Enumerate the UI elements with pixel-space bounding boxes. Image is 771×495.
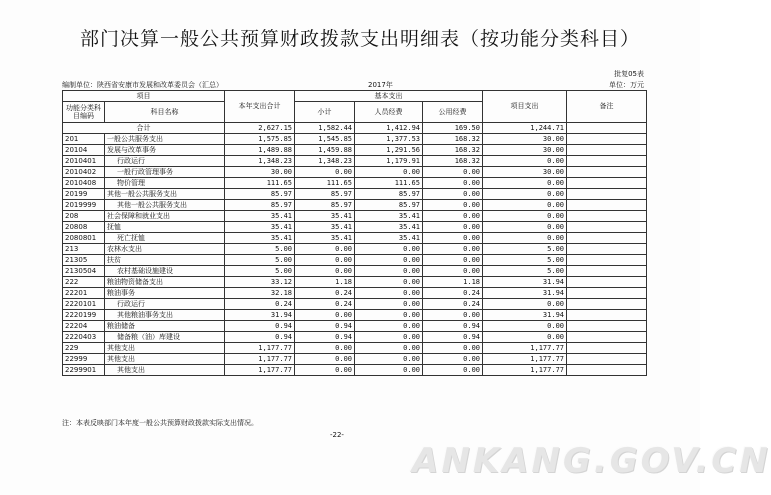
cell-subtotal: 0.94 — [295, 321, 355, 332]
table-row — [63, 332, 647, 343]
cell-public: 168.32 — [423, 156, 483, 167]
cell-subtotal: 1.18 — [295, 277, 355, 288]
cell-project: 0.00 — [483, 156, 567, 167]
cell-project: 0.00 — [483, 233, 567, 244]
cell-code: 2220199 — [63, 310, 105, 321]
cell-personnel: 0.00 — [355, 365, 423, 376]
cell-total: 0.24 — [225, 299, 295, 310]
cell-subtotal: 0.24 — [295, 299, 355, 310]
report-year: 2017年 — [368, 81, 393, 89]
table-row — [63, 211, 647, 222]
cell-personnel: 0.00 — [355, 167, 423, 178]
cell-code: 208 — [63, 211, 105, 222]
cell-subtotal: 35.41 — [295, 222, 355, 233]
cell-remark — [567, 277, 647, 288]
cell-project: 1,177.77 — [483, 343, 567, 354]
table-row — [63, 354, 647, 365]
cell-remark — [567, 156, 647, 167]
cell-remark — [567, 200, 647, 211]
total-project: 1,244.71 — [483, 123, 567, 134]
cell-name: 粮油事务 — [105, 288, 225, 299]
cell-project: 30.00 — [483, 145, 567, 156]
cell-total: 1,177.77 — [225, 343, 295, 354]
header-project: 项目 — [63, 91, 225, 102]
table-note: 注：本表反映部门本年度一般公共预算财政拨款实际支出情况。 — [62, 419, 258, 427]
cell-public: 0.00 — [423, 244, 483, 255]
cell-personnel: 0.00 — [355, 266, 423, 277]
cell-personnel: 35.41 — [355, 233, 423, 244]
cell-public: 0.00 — [423, 178, 483, 189]
cell-subtotal: 0.00 — [295, 255, 355, 266]
cell-name: 其他粮油事务支出 — [105, 310, 225, 321]
header-project-exp: 项目支出 — [483, 91, 567, 123]
cell-remark — [567, 178, 647, 189]
total-subtotal: 1,582.44 — [295, 123, 355, 134]
cell-total: 35.41 — [225, 222, 295, 233]
table-row — [63, 233, 647, 244]
table-row — [63, 288, 647, 299]
cell-code: 222 — [63, 277, 105, 288]
cell-total: 35.41 — [225, 233, 295, 244]
cell-subtotal: 0.00 — [295, 354, 355, 365]
cell-code: 22201 — [63, 288, 105, 299]
cell-personnel: 1,377.53 — [355, 134, 423, 145]
cell-personnel: 1,179.91 — [355, 156, 423, 167]
cell-code: 2010401 — [63, 156, 105, 167]
cell-project: 0.00 — [483, 189, 567, 200]
cell-name: 粮油储备 — [105, 321, 225, 332]
cell-remark — [567, 145, 647, 156]
cell-remark — [567, 288, 647, 299]
table-row — [63, 277, 647, 288]
cell-personnel: 1,291.56 — [355, 145, 423, 156]
cell-project: 31.94 — [483, 277, 567, 288]
cell-personnel: 0.00 — [355, 299, 423, 310]
page-number: -22- — [330, 431, 344, 439]
cell-total: 33.12 — [225, 277, 295, 288]
cell-public: 0.00 — [423, 211, 483, 222]
table-row — [63, 244, 647, 255]
cell-total: 111.65 — [225, 178, 295, 189]
cell-personnel: 0.00 — [355, 255, 423, 266]
cell-name: 粮油物资储备支出 — [105, 277, 225, 288]
table-row — [63, 167, 647, 178]
cell-personnel: 35.41 — [355, 222, 423, 233]
cell-project: 1,177.77 — [483, 365, 567, 376]
cell-code: 2220403 — [63, 332, 105, 343]
table-row — [63, 299, 647, 310]
cell-name: 其他一般公共服务支出 — [105, 200, 225, 211]
header-public: 公用经费 — [423, 102, 483, 123]
site-watermark: ANKANG.GOV.CN — [412, 441, 771, 481]
cell-total: 0.94 — [225, 321, 295, 332]
cell-name: 物价管理 — [105, 178, 225, 189]
cell-code: 20104 — [63, 145, 105, 156]
cell-total: 1,575.85 — [225, 134, 295, 145]
cell-total: 5.00 — [225, 255, 295, 266]
cell-public: 0.00 — [423, 343, 483, 354]
cell-public: 0.00 — [423, 167, 483, 178]
cell-subtotal: 35.41 — [295, 233, 355, 244]
cell-remark — [567, 211, 647, 222]
cell-public: 168.32 — [423, 145, 483, 156]
money-unit: 单位：万元 — [609, 81, 644, 89]
cell-project: 0.00 — [483, 211, 567, 222]
header-remark: 备注 — [567, 91, 647, 123]
table-row — [63, 365, 647, 376]
cell-public: 168.32 — [423, 134, 483, 145]
cell-public: 0.00 — [423, 233, 483, 244]
cell-project: 30.00 — [483, 134, 567, 145]
cell-subtotal: 1,459.88 — [295, 145, 355, 156]
cell-project: 0.00 — [483, 299, 567, 310]
table-row — [63, 134, 647, 145]
cell-subtotal: 1,545.85 — [295, 134, 355, 145]
cell-total: 32.18 — [225, 288, 295, 299]
cell-public: 0.00 — [423, 266, 483, 277]
cell-project: 5.00 — [483, 266, 567, 277]
form-number: 批复05表 — [614, 70, 644, 78]
cell-personnel: 0.00 — [355, 321, 423, 332]
total-public: 169.50 — [423, 123, 483, 134]
cell-total: 1,177.77 — [225, 354, 295, 365]
cell-total: 1,177.77 — [225, 365, 295, 376]
cell-personnel: 0.00 — [355, 288, 423, 299]
cell-subtotal: 0.00 — [295, 244, 355, 255]
cell-code: 22999 — [63, 354, 105, 365]
cell-name: 一般公共服务支出 — [105, 134, 225, 145]
cell-subtotal: 0.00 — [295, 167, 355, 178]
cell-total: 1,489.88 — [225, 145, 295, 156]
cell-total: 5.00 — [225, 266, 295, 277]
cell-subtotal: 85.97 — [295, 189, 355, 200]
cell-code: 21305 — [63, 255, 105, 266]
cell-total: 35.41 — [225, 211, 295, 222]
cell-name: 行政运行 — [105, 299, 225, 310]
cell-remark — [567, 299, 647, 310]
cell-code: 2130504 — [63, 266, 105, 277]
cell-name: 发展与改革事务 — [105, 145, 225, 156]
cell-personnel: 85.97 — [355, 189, 423, 200]
cell-remark — [567, 365, 647, 376]
header-basic-exp: 基本支出 — [295, 91, 483, 102]
table-row — [63, 200, 647, 211]
cell-subtotal: 1,348.23 — [295, 156, 355, 167]
cell-project: 31.94 — [483, 310, 567, 321]
cell-remark — [567, 310, 647, 321]
cell-public: 0.94 — [423, 332, 483, 343]
cell-name: 其他支出 — [105, 343, 225, 354]
cell-project: 0.00 — [483, 332, 567, 343]
cell-project: 30.00 — [483, 167, 567, 178]
cell-project: 0.00 — [483, 178, 567, 189]
header-total-exp: 本年支出合计 — [225, 91, 295, 123]
header-func-code: 功能分类科目编码 — [63, 102, 105, 123]
table-row — [63, 178, 647, 189]
total-remark — [567, 123, 647, 134]
cell-name: 储备粮（油）库建设 — [105, 332, 225, 343]
cell-project: 5.00 — [483, 255, 567, 266]
cell-project: 5.00 — [483, 244, 567, 255]
cell-name: 社会保障和就业支出 — [105, 211, 225, 222]
cell-public: 0.00 — [423, 255, 483, 266]
table-body — [63, 123, 647, 376]
cell-remark — [567, 244, 647, 255]
cell-code: 213 — [63, 244, 105, 255]
cell-name: 其他支出 — [105, 365, 225, 376]
cell-total: 0.94 — [225, 332, 295, 343]
cell-personnel: 111.65 — [355, 178, 423, 189]
cell-remark — [567, 332, 647, 343]
table-row — [63, 145, 647, 156]
cell-code: 2010408 — [63, 178, 105, 189]
cell-code: 2019999 — [63, 200, 105, 211]
cell-personnel: 0.00 — [355, 310, 423, 321]
cell-personnel: 0.00 — [355, 354, 423, 365]
table-row — [63, 343, 647, 354]
cell-personnel: 0.00 — [355, 244, 423, 255]
header-personnel: 人员经费 — [355, 102, 423, 123]
cell-name: 农林水支出 — [105, 244, 225, 255]
cell-personnel: 0.00 — [355, 332, 423, 343]
meta-row — [62, 80, 646, 90]
table-row — [63, 156, 647, 167]
cell-project: 0.00 — [483, 321, 567, 332]
cell-personnel: 35.41 — [355, 211, 423, 222]
cell-remark — [567, 233, 647, 244]
cell-name: 其他支出 — [105, 354, 225, 365]
cell-total: 31.94 — [225, 310, 295, 321]
cell-name: 抚恤 — [105, 222, 225, 233]
cell-public: 0.00 — [423, 354, 483, 365]
cell-code: 2299901 — [63, 365, 105, 376]
cell-subtotal: 0.94 — [295, 332, 355, 343]
cell-subtotal: 0.00 — [295, 343, 355, 354]
cell-code: 201 — [63, 134, 105, 145]
total-personnel: 1,412.94 — [355, 123, 423, 134]
cell-subtotal: 35.41 — [295, 211, 355, 222]
cell-personnel: 0.00 — [355, 277, 423, 288]
cell-subtotal: 111.65 — [295, 178, 355, 189]
cell-public: 0.00 — [423, 200, 483, 211]
cell-public: 0.24 — [423, 299, 483, 310]
cell-subtotal: 0.24 — [295, 288, 355, 299]
cell-personnel: 0.00 — [355, 343, 423, 354]
cell-code: 22204 — [63, 321, 105, 332]
total-row — [63, 123, 647, 134]
table-row — [63, 321, 647, 332]
cell-public: 0.24 — [423, 288, 483, 299]
table-row — [63, 255, 647, 266]
cell-project: 31.94 — [483, 288, 567, 299]
table-header — [63, 91, 647, 123]
cell-subtotal: 0.00 — [295, 266, 355, 277]
compiling-unit: 编制单位：陕西省安康市发展和改革委员会（汇总） — [62, 81, 223, 89]
cell-public: 1.18 — [423, 277, 483, 288]
cell-total: 1,348.23 — [225, 156, 295, 167]
report-title: 部门决算一般公共预算财政拨款支出明细表（按功能分类科目） — [79, 28, 640, 50]
cell-project: 0.00 — [483, 200, 567, 211]
cell-public: 0.00 — [423, 222, 483, 233]
cell-remark — [567, 354, 647, 365]
cell-remark — [567, 167, 647, 178]
cell-name: 行政运行 — [105, 156, 225, 167]
cell-subtotal: 85.97 — [295, 200, 355, 211]
cell-remark — [567, 222, 647, 233]
cell-project: 1,177.77 — [483, 354, 567, 365]
cell-name: 其他一般公共服务支出 — [105, 189, 225, 200]
cell-personnel: 85.97 — [355, 200, 423, 211]
cell-remark — [567, 343, 647, 354]
cell-code: 20808 — [63, 222, 105, 233]
expenditure-table — [62, 90, 647, 376]
cell-total: 85.97 — [225, 200, 295, 211]
cell-code: 229 — [63, 343, 105, 354]
cell-total: 5.00 — [225, 244, 295, 255]
cell-public: 0.00 — [423, 189, 483, 200]
cell-subtotal: 0.00 — [295, 310, 355, 321]
header-subject-name: 科目名称 — [105, 102, 225, 123]
cell-code: 2010402 — [63, 167, 105, 178]
cell-name: 一般行政管理事务 — [105, 167, 225, 178]
table-row — [63, 189, 647, 200]
cell-code: 2220101 — [63, 299, 105, 310]
header-subtotal: 小计 — [295, 102, 355, 123]
cell-project: 0.00 — [483, 222, 567, 233]
cell-name: 农村基础设施建设 — [105, 266, 225, 277]
cell-subtotal: 0.00 — [295, 365, 355, 376]
cell-remark — [567, 321, 647, 332]
table-row — [63, 266, 647, 277]
cell-public: 0.00 — [423, 365, 483, 376]
cell-public: 0.00 — [423, 310, 483, 321]
total-total: 2,627.15 — [225, 123, 295, 134]
cell-remark — [567, 189, 647, 200]
cell-remark — [567, 255, 647, 266]
table-row — [63, 310, 647, 321]
cell-remark — [567, 134, 647, 145]
cell-public: 0.94 — [423, 321, 483, 332]
cell-remark — [567, 266, 647, 277]
cell-code: 2080801 — [63, 233, 105, 244]
total-label: 合计 — [63, 123, 225, 134]
cell-total: 85.97 — [225, 189, 295, 200]
cell-name: 死亡抚恤 — [105, 233, 225, 244]
cell-total: 30.00 — [225, 167, 295, 178]
cell-code: 20199 — [63, 189, 105, 200]
table-row — [63, 222, 647, 233]
cell-name: 扶贫 — [105, 255, 225, 266]
